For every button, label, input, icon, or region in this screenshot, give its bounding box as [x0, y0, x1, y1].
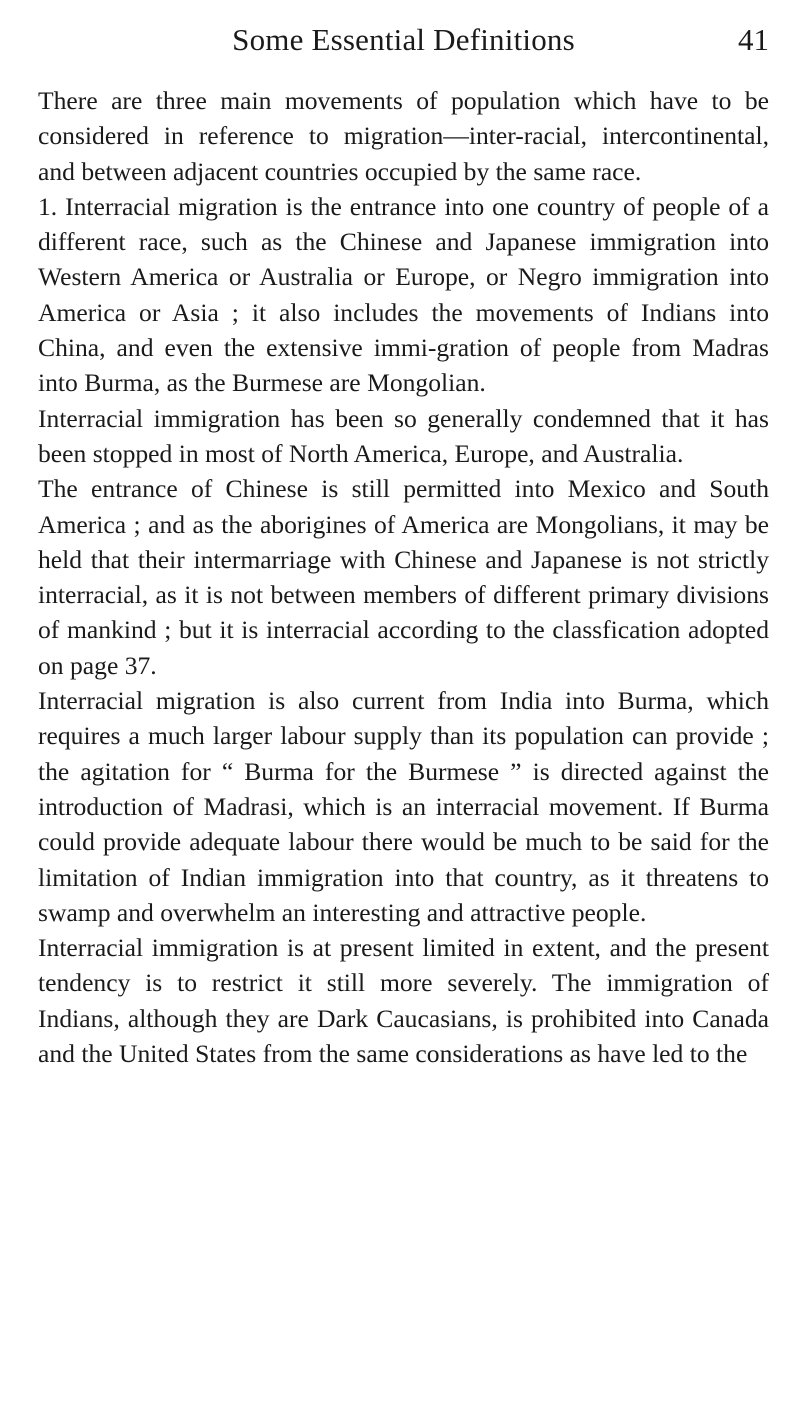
paragraph-present-limits: Interracial immigration is at present limited in extent, and the present tendency is to restrict it still more severely. The immigration of Indians, although they are Dark Caucasians, is prohibited into Canada and the United States from the same considerations as have led to the [38, 933, 769, 1069]
paragraph-condemnation: Interracial immigration has been so generally condemned that it has been stopped in most of North America, Europe, and Australia. [38, 403, 769, 468]
running-head [38, 0, 769, 80]
paragraph-india-burma: Interracial migration is also current from India into Burma, which requires a much larger labour supply than its population can provide ; the agitation for “ Burma for the Burmese ” is directed against the introduction of Madrasi, which is an interracial movement. If Burma could provide adequate labour there would be much to be said for the limitation of Indian immigration into that country, as it threatens to swamp and overwhelm an interesting and attractive people. [38, 686, 769, 927]
running-head-title: Some Essential Definitions [232, 22, 575, 57]
paragraph-chinese-entrance: The entrance of Chinese is still permitted into Mexico and South America ; and as the aborigines of America are Mongolians, it may be held that their intermarriage with Chinese and Japanese is not strictly interracial, as it is not between members of different primary divisions of mankind ; but it is interracial according to the classfication adopted on page 37. [38, 474, 769, 680]
paragraph-intro: There are three main movements of population which have to be considered in reference to migration—inter-racial, intercontinental, and between adjacent countries occupied by the same race. [38, 86, 769, 186]
paragraph-interracial-definition: 1. Interracial migration is the entrance into one country of people of a different race, such as the Chinese and Japanese immigration into Western America or Australia or Europe, or Negro immigration into America or Asia ; it also includes the movements of Indians into China, and even the extensive immi-gration of people from Madras into Burma, as the Burmese are Mongolian. [38, 191, 769, 398]
body-text [38, 83, 769, 1071]
page-number: 41 [738, 22, 769, 57]
book-page [38, 0, 769, 1069]
